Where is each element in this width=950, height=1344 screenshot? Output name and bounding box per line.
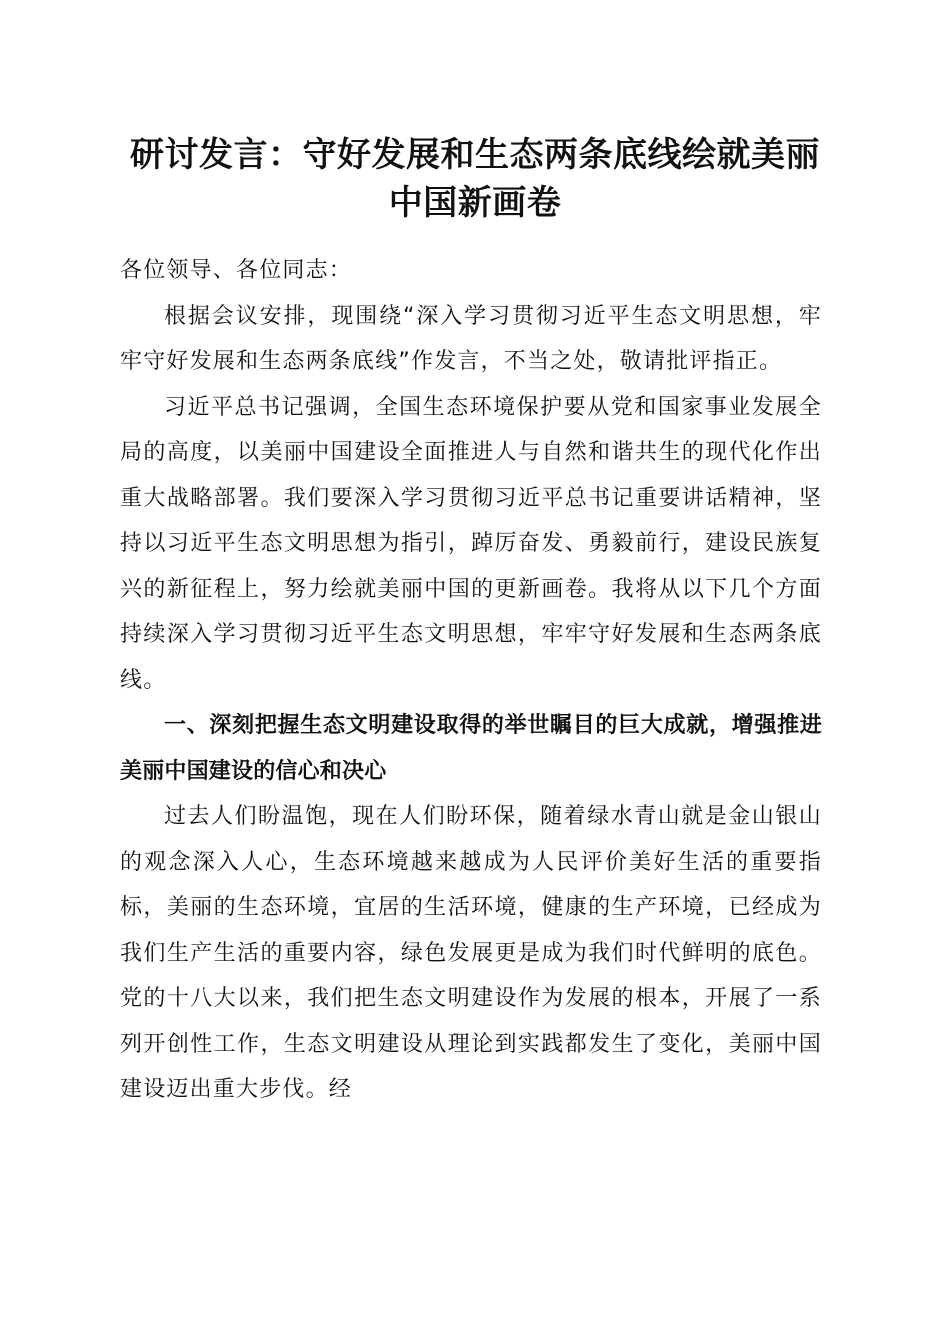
section-1-paragraph: 过去人们盼温饱，现在人们盼环保，随着绿水青山就是金山银山的观念深入人心，生态环境越来越成为人民评价美好生活的重要指标，美丽的生态环境，宜居的生活环境，健康的生产环境，已经成为我们生产生活的重要内容，绿色发展更是成为我们时代鲜明的底色。党的十八大以来，我们把生态文明建设作为发展的根本，开展了一系列开创性工作，生态文明建设从理论到实践都发生了变化，美丽中国建设迈出重大步伐。经 — [120, 804, 822, 1102]
greeting: 各位领导、各位同志： — [120, 258, 353, 283]
paragraph-background: 习近平总书记强调，全国生态环境保护要从党和国家事业发展全局的高度，以美丽中国建设全面推进人与自然和谐共生的现代化作出重大战略部署。我们要深入学习贯彻习近平总书记重要讲话精神，坚持以习近平生态文明思想为指引，踔厉奋发、勇毅前行，建设民族复兴的新征程上，努力绘就美丽中国的更新画卷。我将从以下几个方面持续深入学习贯彻习近平生态文明思想，牢牢守好发展和生态两条底线。 — [120, 394, 822, 693]
section-heading-1: 一、深刻把握生态文明建设取得的举世瞩目的巨大成就，增强推进美丽中国建设的信心和决心 — [120, 713, 822, 784]
title-line-1: 研讨发言：守好发展和生态两条底线绘就美丽 — [130, 135, 820, 175]
paragraph-intro: 根据会议安排，现围绕“深入学习贯彻习近平生态文明思想，牢牢守好发展和生态两条底线”作发言，不当之处，敬请批评指正。 — [120, 303, 822, 374]
title-line-2: 中国新画卷 — [388, 183, 562, 223]
document-title — [110, 131, 840, 227]
document-body — [120, 248, 822, 1113]
